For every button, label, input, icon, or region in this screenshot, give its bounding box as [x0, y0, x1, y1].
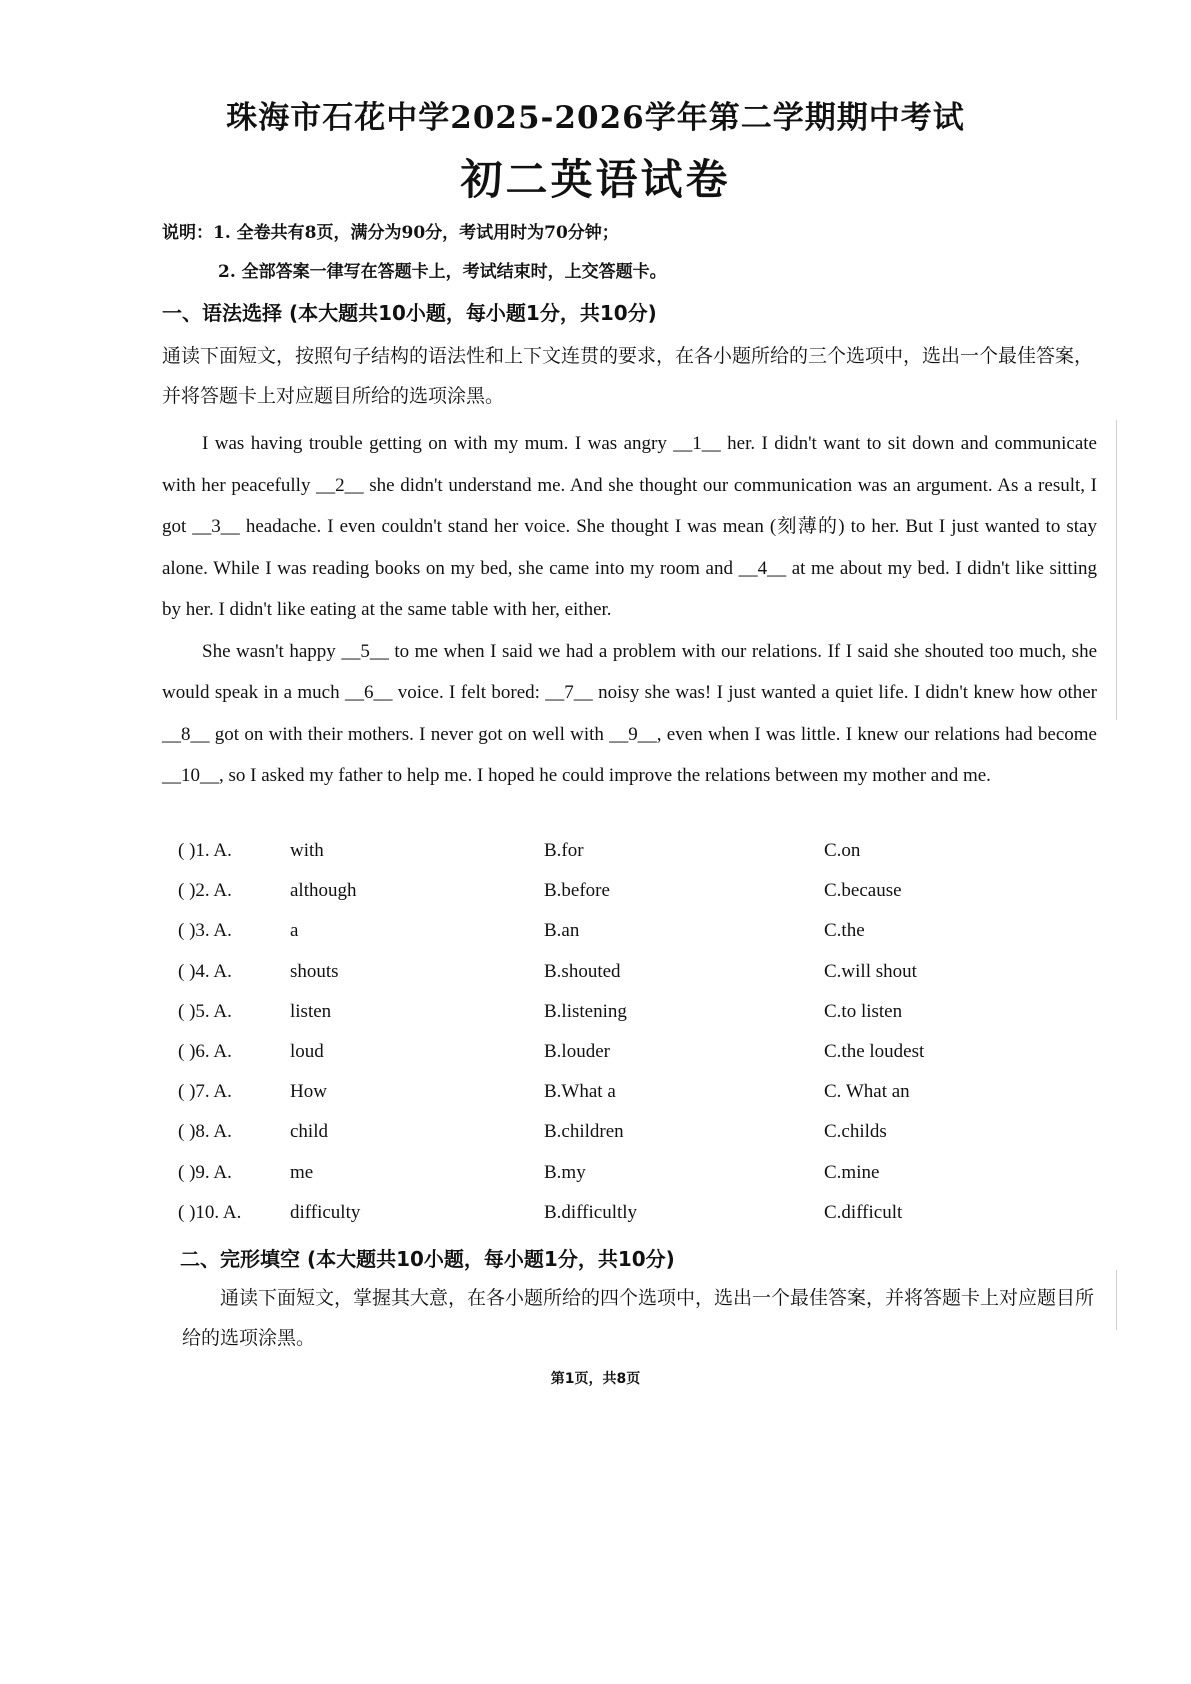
option-b: B.before: [544, 880, 610, 902]
question-number: ( )7. A.: [178, 1081, 232, 1103]
option-b: B.my: [544, 1161, 586, 1183]
option-a: me: [290, 1161, 314, 1183]
section2-directions: 通读下面短文，掌握其大意，在各小题所给的四个选项中，选出一个最佳答案，并将答题卡上对应题目所给的选项涂黑。: [182, 1287, 1095, 1349]
option-b: B.What a: [544, 1081, 616, 1103]
section1-directions: 通读下面短文，按照句子结构的语法性和上下文连贯的要求，在各小题所给的三个选项中，选出一个最佳答案，并将答题卡上对应题目所给的选项涂黑。: [162, 345, 1094, 407]
passage-paragraph-1: I was having trouble getting on with my mum. I was angry __1__ her. I didn't want to sit down and communicate with her peacefully __2__ she didn't understand me. And she thought our communication was an argument. As a result, I got __3__ headache. I even couldn't stand her voice. She thought I was mean (刻薄的) to her. But I just wanted to stay alone. While I was reading books on my bed, she came into my room and __4__ at me about my bed. I didn't like sitting by her. I didn't like eating at the same table with her, either.: [162, 433, 1097, 620]
option-a: How: [290, 1081, 327, 1103]
question-row: [162, 993, 1097, 1033]
option-b: B.louder: [544, 1040, 610, 1062]
question-row: [162, 1073, 1097, 1113]
option-a: with: [290, 840, 324, 861]
question-row: [162, 872, 1097, 912]
option-a: difficulty: [290, 1201, 361, 1223]
question-row: [162, 912, 1097, 952]
question-row: [162, 953, 1097, 993]
page-number-footer: 第1页，共8页: [550, 1371, 641, 1387]
scan-edge-line: [1116, 420, 1117, 720]
question-number: ( )5. A.: [178, 1000, 232, 1022]
option-a: listen: [290, 1000, 332, 1022]
option-a: a: [290, 920, 299, 942]
option-c: C.on: [824, 840, 861, 861]
question-row: [162, 1194, 1097, 1234]
question-row: [162, 1113, 1097, 1153]
option-c: C.difficult: [824, 1201, 903, 1223]
option-b: B.listening: [544, 1000, 627, 1022]
question-number: ( )6. A.: [178, 1040, 232, 1062]
option-c: C.will shout: [824, 960, 917, 982]
question-number: ( )4. A.: [178, 960, 232, 982]
option-c: C.mine: [824, 1161, 880, 1183]
question-number: ( )2. A.: [178, 880, 232, 902]
option-c: C.the loudest: [824, 1040, 925, 1062]
passage-paragraph-2: She wasn't happy __5__ to me when I said we had a problem with our relations. If I said she shouted too much, she would speak in a much __6__ voice. I felt bored: __7__ noisy she was! I just wanted a quiet life. I didn't knew how other __8__ got on with their mothers. I never got on well with __9__, even when I was little. I knew our relations had become __10__, so I asked my father to help me. I hoped he could improve the relations between my mother and me.: [162, 640, 1097, 786]
option-b: B.difficultly: [544, 1201, 638, 1223]
question-number: ( )9. A.: [178, 1161, 232, 1183]
subject-title: 初二英语试卷: [460, 155, 731, 204]
question-number: ( )3. A.: [178, 920, 232, 942]
exam-title: 珠海市石花中学2025-2026学年第二学期期中考试: [226, 100, 965, 136]
question-row: [162, 832, 1097, 872]
option-b: B.for: [544, 840, 584, 861]
scan-edge-line: [1116, 1270, 1117, 1330]
option-c: C. What an: [824, 1081, 910, 1103]
question-row: [162, 1033, 1097, 1073]
section1-passage: [162, 423, 1097, 797]
question-number: ( )10. A.: [178, 1201, 242, 1223]
option-c: C.the: [824, 920, 865, 942]
section2-heading: 二、完形填空 (本大题共10小题，每小题1分，共10分): [180, 1247, 675, 1271]
section1-heading: 一、语法选择 (本大题共10小题，每小题1分，共10分): [162, 301, 657, 325]
instruction-line-1: 说明：1. 全卷共有8页，满分为90分，考试用时为70分钟；: [162, 223, 619, 243]
question-number: ( )1. A.: [178, 840, 232, 861]
option-a: shouts: [290, 960, 339, 982]
option-a: loud: [290, 1040, 324, 1062]
section1-options: [162, 832, 1097, 1234]
option-a: child: [290, 1121, 328, 1143]
option-c: C.because: [824, 880, 902, 902]
option-b: B.an: [544, 920, 580, 942]
question-number: ( )8. A.: [178, 1121, 232, 1143]
option-b: B.children: [544, 1121, 624, 1143]
instruction-line-2: 2. 全部答案一律写在答题卡上，考试结束时，上交答题卡。: [218, 262, 667, 282]
option-c: C.childs: [824, 1121, 887, 1143]
question-row: [162, 1154, 1097, 1194]
option-c: C.to listen: [824, 1000, 903, 1022]
option-a: although: [290, 880, 357, 902]
option-b: B.shouted: [544, 960, 621, 982]
